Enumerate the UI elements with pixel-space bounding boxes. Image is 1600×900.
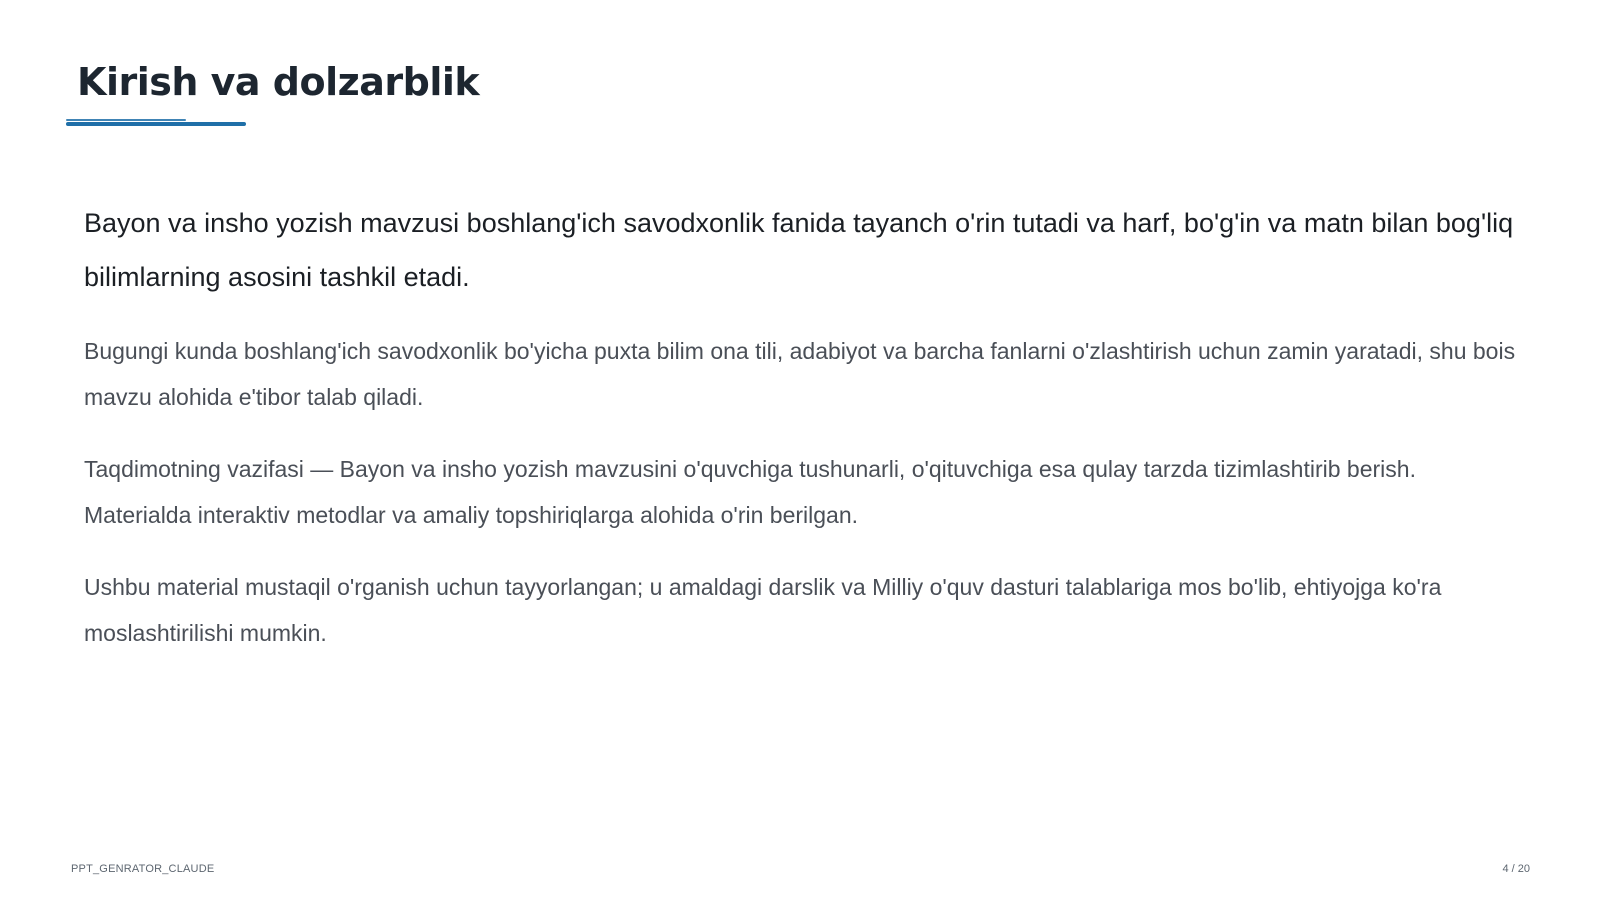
footer-source-label: PPT_GENRATOR_CLAUDE <box>71 863 215 875</box>
slide-content <box>84 196 1524 682</box>
title-underline <box>66 122 246 126</box>
lead-paragraph: Bayon va insho yozish mavzusi boshlang'ich savodxonlik fanida tayanch o'rin tutadi va harf, bo'g'in va matn bilan bog'liq bilimlarning asosini tashkil etadi. <box>84 208 1514 292</box>
body-paragraph-1: Bugungi kunda boshlang'ich savodxonlik bo'yicha puxta bilim ona tili, adabiyot va barcha fanlarni o'zlashtirish uchun zamin yaratadi, shu bois mavzu alohida e'tibor talab qiladi. <box>84 338 1516 410</box>
slide-title: Kirish va dolzarblik <box>77 60 480 104</box>
body-paragraph-3: Ushbu material mustaqil o'rganish uchun tayyorlangan; u amaldagi darslik va Milliy o'quv dasturi talablariga mos bo'lib, ehtiyojga ko'ra moslashtirilishi mumkin. <box>84 574 1442 646</box>
page-number: 4 / 20 <box>1502 863 1530 875</box>
title-underline-accent <box>66 119 186 121</box>
body-paragraph-2: Taqdimotning vazifasi — Bayon va insho yozish mavzusini o'quvchiga tushunarli, o'qituvchiga esa qulay tarzda tizimlashtirib berish. Materialda interaktiv metodlar va amaliy topshiriqlarga alohida o'rin berilgan. <box>84 456 1416 528</box>
